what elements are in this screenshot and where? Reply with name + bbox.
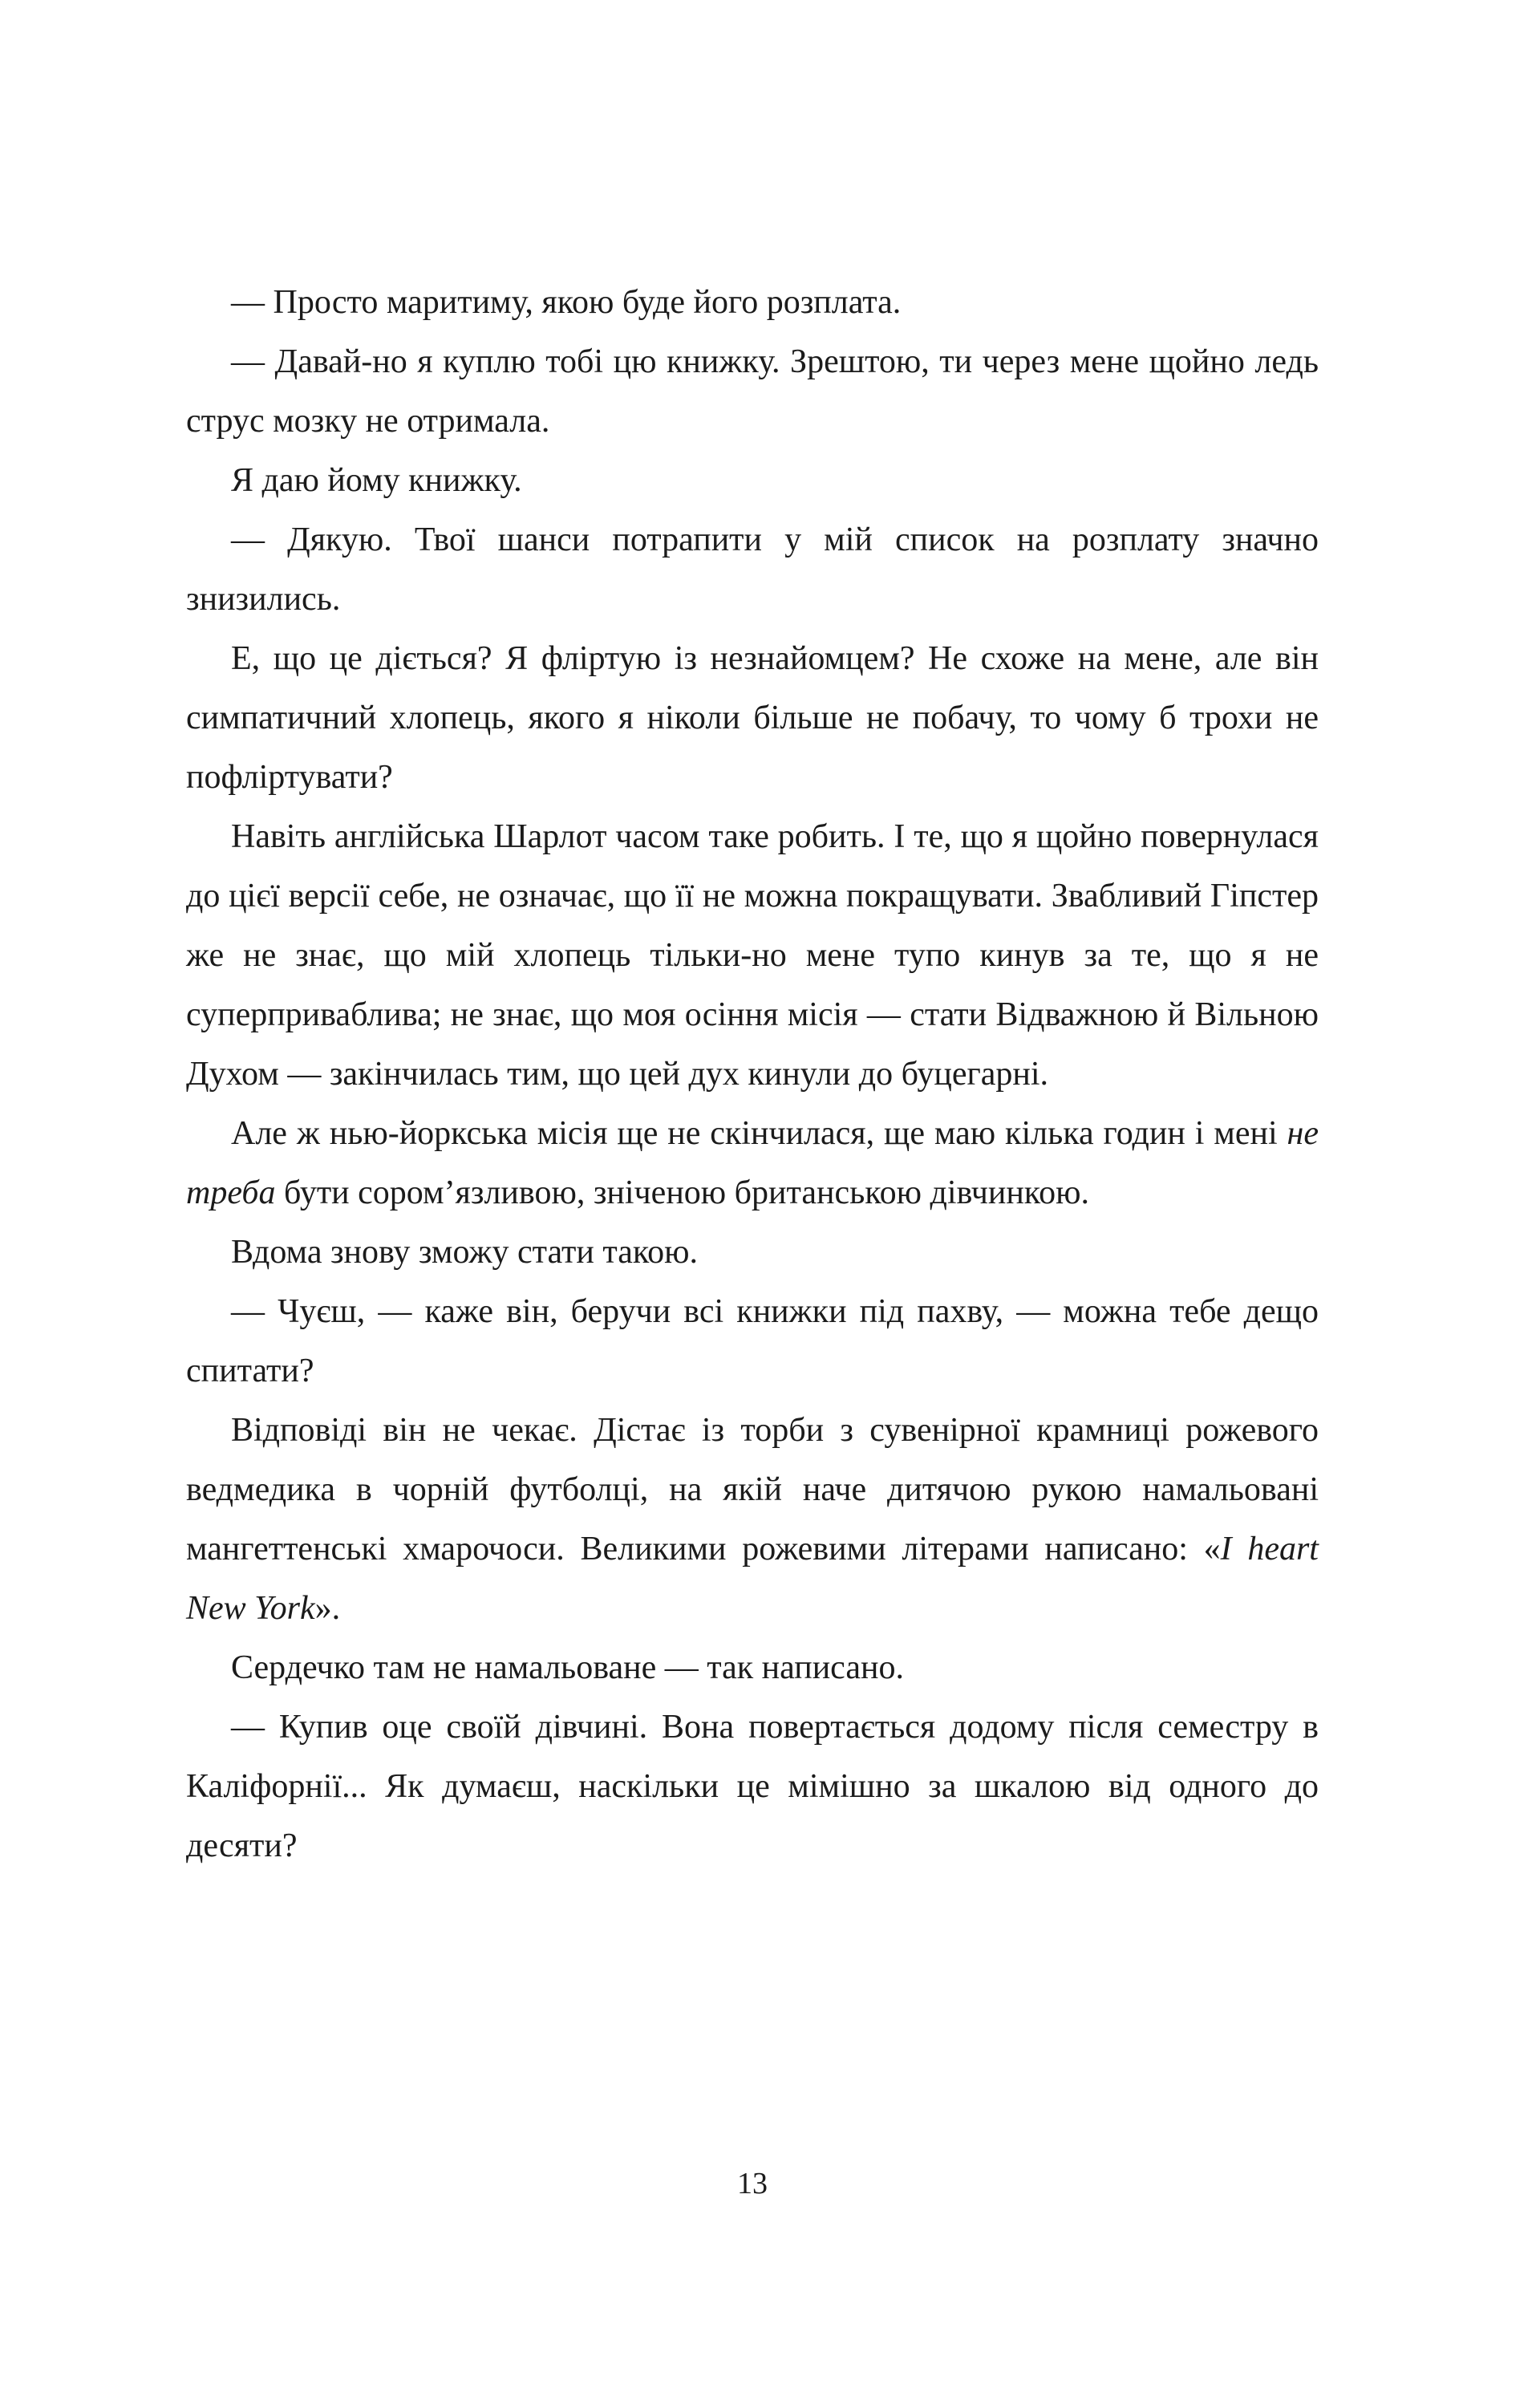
paragraph: — Купив оце своїй дівчині. Вона повертається додому після семестру в Каліфорнії... Як думаєш, наскільки це мімішно за шкалою від одного до десяти?: [186, 1709, 1319, 1864]
paragraph: [186, 1401, 1319, 1638]
paragraph: — Давай-но я куплю тобі цю книжку. Зрештою, ти через мене щойно ледь струс мозку не отримала.: [186, 343, 1319, 440]
paragraph: — Дякую. Твої шанси потрапити у мій список на розплату значно знизились.: [186, 521, 1319, 618]
paragraph: Е, що це діється? Я фліртую із незнайомцем? Не схоже на мене, але він симпатичний хлопець, якого я ніколи більше не побачу, то чому б трохи не пофліртувати?: [186, 640, 1319, 796]
paragraph: Сердечко там не намальоване — так написано.: [231, 1649, 904, 1686]
paragraph: Вдома знову зможу стати такою.: [231, 1234, 699, 1271]
paragraph-text: бути сором’язливою, зніченою британською дівчинкою.: [275, 1174, 1089, 1211]
paragraph-text: Але ж нью-йоркська місія ще не скінчилася, ще маю кілька годин і мені: [231, 1115, 1287, 1152]
paragraph: — Просто маритиму, якою буде його розплата.: [231, 284, 902, 321]
page-number: 13: [737, 2167, 768, 2200]
italic-phrase: I heart New York: [186, 1531, 1319, 1627]
text-block: [186, 273, 1319, 1876]
paragraph-text: Відповіді він не чекає. Дістає із торби з сувенірної крамниці рожевого ведмедика в чорній футболці, на якій наче дитячою рукою намальовані мангеттенські хмарочоси. Великими рожевими літерами написано: «: [186, 1412, 1319, 1568]
italic-phrase: не треба: [186, 1115, 1319, 1211]
paragraph: Навіть англійська Шарлот часом таке робить. І те, що я щойно повернулася до цієї версії себе, не означає, що її не можна покращувати. Звабливий Гіпстер же не знає, що мій хлопець тільки-но мене тупо кинув за те, що я не суперприваблива; не знає, що моя осіння місія — стати Відважною й Вільною Духом — закінчилась тим, що цей дух кинули до буцегарні.: [186, 818, 1319, 1093]
paragraph: — Чуєш, — каже він, беручи всі книжки під пахву, — можна тебе дещо спитати?: [186, 1293, 1319, 1389]
paragraph-text: ».: [314, 1590, 341, 1627]
paragraph: Я даю йому книжку.: [231, 462, 522, 499]
paragraph: [186, 1104, 1319, 1223]
